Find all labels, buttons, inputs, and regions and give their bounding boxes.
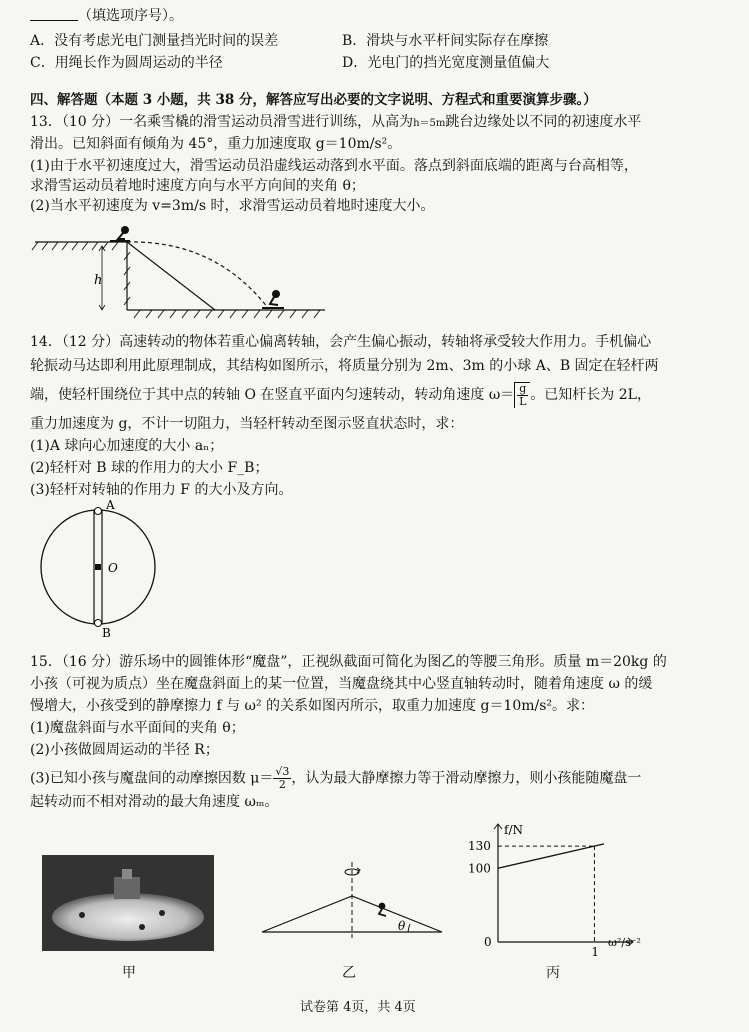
skier-bottom-icon — [262, 291, 284, 308]
q13-line2: 滑出。已知斜面有倾角为 45°，重力加速度取 g＝10m/s²。 — [30, 136, 402, 152]
fill-blank-line — [30, 6, 183, 26]
section-heading: 四、解答题（本题 3 小题，共 38 分，解答应写出必要的文字说明、方程式和重要演算步骤。） — [30, 92, 597, 108]
q14-rotor-figure — [36, 498, 166, 638]
q13-line1: 13．（10 分）一名乘雪橇的滑雪运动员滑雪进行训练，从高为h＝5m跳台边缘处以不同的初速度水平 — [30, 114, 642, 130]
answer-blank[interactable] — [30, 8, 78, 21]
label-bing: 丙 — [546, 965, 560, 981]
label-o: O — [108, 561, 118, 575]
q13-line5: (2)当水平初速度为 v=3m/s 时，求滑雪运动员着地时速度大小。 — [30, 198, 435, 214]
option-a: A．没有考虑光电门测量挡光时间的误差 — [30, 33, 279, 49]
mu-fraction: $\frac{√3}{2}$ — [275, 765, 290, 791]
q13-line3: (1)由于水平初速度过大，滑雪运动员沿虚线运动落到水平面。落点到斜面底端的距离与台高相等， — [30, 158, 638, 174]
q15-line5: (2)小孩做圆周运动的半径 R； — [30, 742, 219, 758]
q15-line6: (3)已知小孩与魔盘间的动摩擦因数 μ＝ $\frac{√3}{2}$ ，认为最大静摩擦力等于滑动摩擦力，则小孩能随魔盘一 — [30, 765, 642, 791]
x-tick-label-1: 1 — [591, 945, 600, 958]
series-line-f — [498, 844, 604, 868]
cone-cross-section-figure — [258, 860, 448, 940]
label-yi: 乙 — [342, 965, 356, 981]
magic-disc-photo — [42, 855, 214, 951]
theta-label: θ — [398, 919, 406, 933]
fill-hint: （填选项序号）。 — [78, 8, 183, 24]
y-axis-label: f/N — [504, 823, 523, 837]
option-d: D．光电门的挡光宽度测量值偏大 — [342, 55, 550, 71]
q14-line1: 14．（12 分）高速转动的物体若重心偏离转轴，会产生偏心振动，转轴将承受较大作用力。手机偏心 — [30, 334, 652, 350]
q15-line4: (1)魔盘斜面与水平面间的夹角 θ； — [30, 720, 245, 736]
q14-line2: 轮振动马达即利用此原理制成，其结构如图所示，将质量分别为 2m、3m 的小球 A、B 固定在轻杆两 — [30, 358, 659, 374]
q13-h-value: h＝5m — [413, 118, 446, 129]
q15-line3: 慢增大，小孩受到的静摩擦力 f 与 ω² 的关系如图丙所示，取重力加速度 g＝10m/s²。求： — [30, 698, 595, 714]
q13-ski-jump-figure — [30, 222, 330, 322]
q15-line2: 小孩（可视为质点）坐在魔盘斜面上的某一位置，当魔盘绕其中心竖直轴转动时，随着角速度 ω 的缓 — [30, 676, 653, 692]
option-c: C．用绳长作为圆周运动的半径 — [30, 55, 223, 71]
label-jia: 甲 — [122, 965, 136, 981]
friction-omega-chart — [448, 818, 648, 958]
q13-line4: 求滑雪运动员着地时速度方向与水平方向间的夹角 θ； — [30, 178, 365, 194]
q14-line7: (3)轻杆对转轴的作用力 F 的大小及方向。 — [30, 482, 293, 498]
x-axis-label: ω²/s⁻² — [608, 936, 641, 949]
q14-line5: (1)A 球向心加速度的大小 aₙ； — [30, 438, 224, 454]
page-footer: 试卷第 4页，共 4页 — [300, 1000, 416, 1015]
q14-line4: 重力加速度为 g，不计一切阻力，当轻杆转动至图示竖直状态时，求： — [30, 416, 464, 432]
origin-tick-label: 0 — [484, 935, 492, 949]
q14-line6: (2)轻杆对 B 球的作用力的大小 F_B； — [30, 460, 269, 476]
y-tick-label-100: 100 — [468, 861, 491, 876]
skier-top-icon — [110, 227, 130, 241]
omega-sqrt: $\frac{g}{L}$ — [514, 382, 530, 408]
q15-line1: 15．（16 分）游乐场中的圆锥体形“魔盘”，正视纵截面可简化为图乙的等腰三角形。质量 m＝20kg 的 — [30, 654, 667, 670]
q14-line3: 端，使轻杆围绕位于其中点的转轴 O 在竖直平面内匀速转动，转动角速度 ω＝ $\frac{g}{L}$ 。已知杆长为 2L， — [30, 382, 651, 408]
fig-h-label: h — [94, 273, 103, 288]
y-tick-label-130: 130 — [468, 839, 491, 854]
q15-line7: 起转动而不相对滑动的最大角速度 ωₘ。 — [30, 794, 279, 810]
label-b: B — [102, 626, 111, 638]
label-a: A — [106, 498, 115, 512]
option-b: B．滑块与水平杆间实际存在摩擦 — [342, 33, 549, 49]
